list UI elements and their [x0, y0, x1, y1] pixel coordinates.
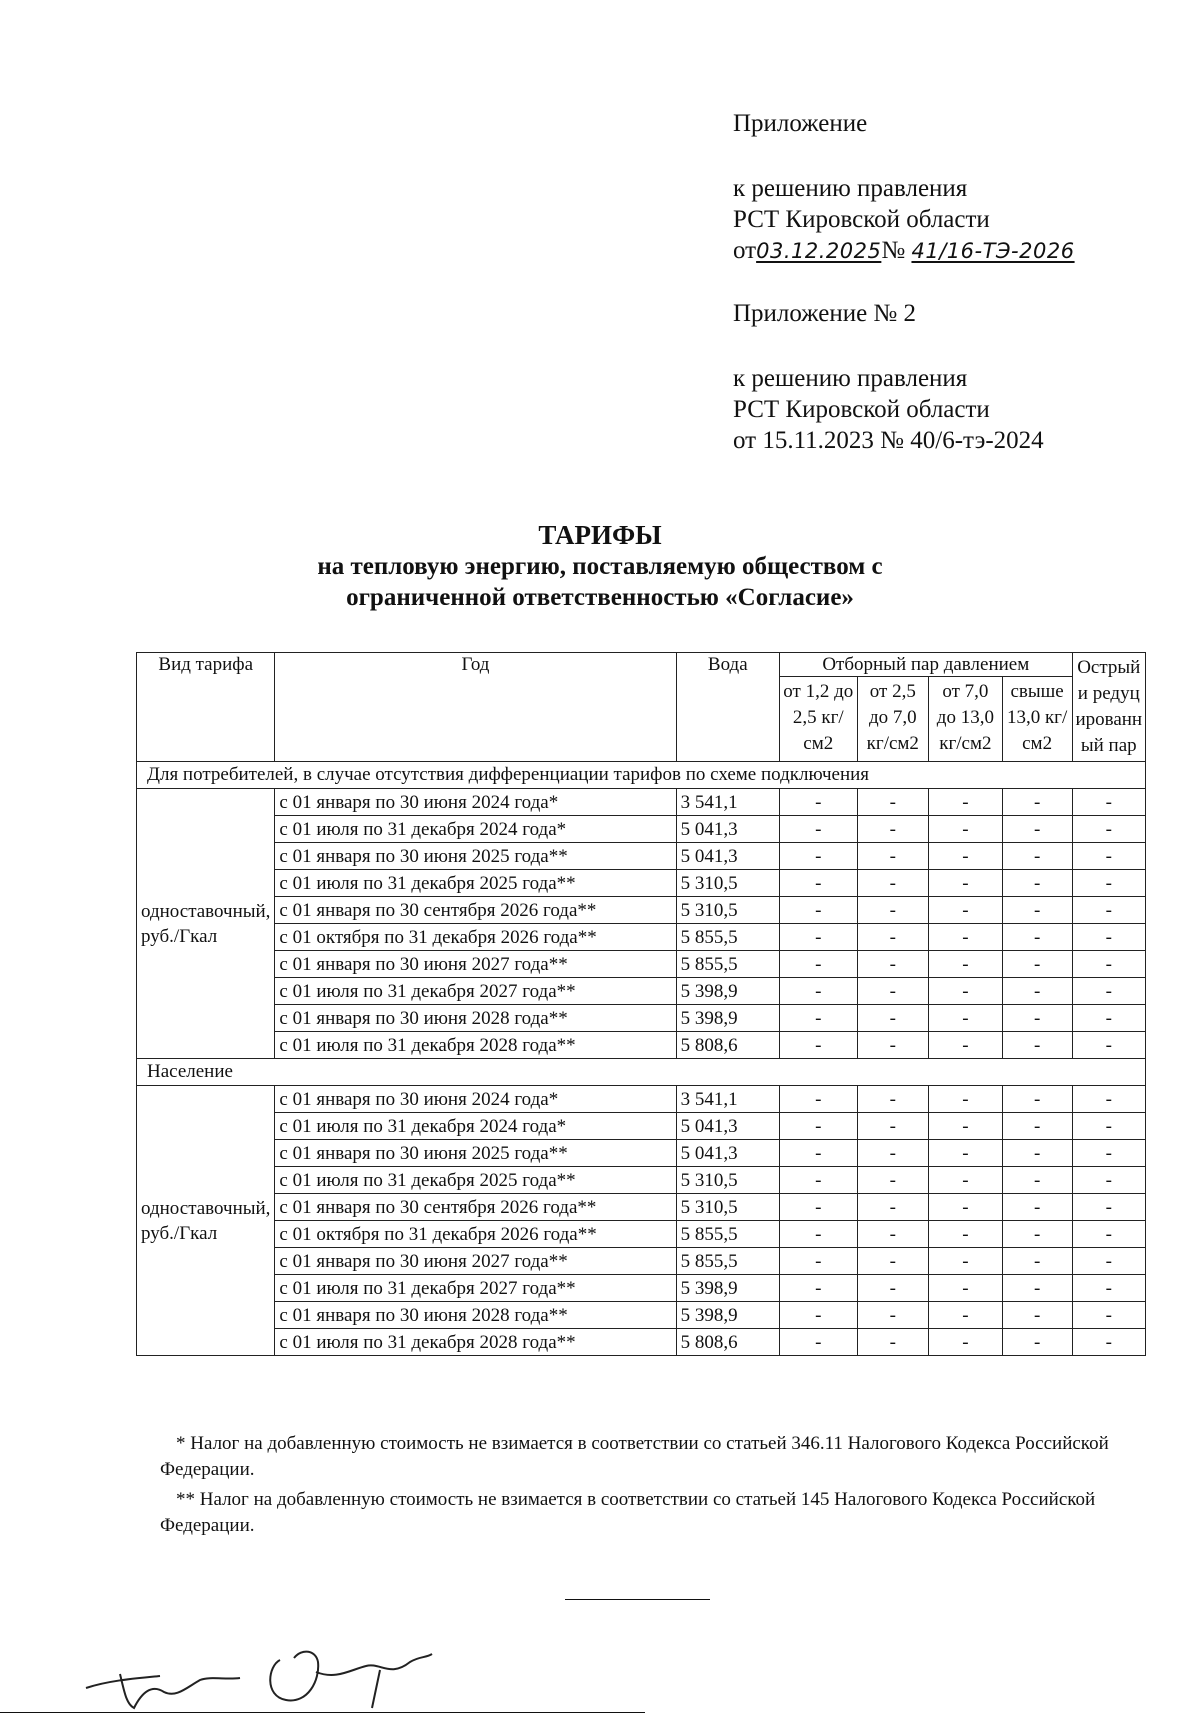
dash-cell: -	[1072, 978, 1145, 1005]
dash-cell: -	[857, 951, 929, 978]
table-row	[137, 1113, 1146, 1140]
table-row	[137, 897, 1146, 924]
period-cell: с 01 июля по 31 декабря 2024 года*	[275, 816, 676, 843]
header-kind: Вид тарифа	[137, 653, 275, 762]
dash-cell: -	[780, 870, 858, 897]
separator-line	[565, 1599, 710, 1600]
water-value-cell: 5 398,9	[676, 1275, 779, 1302]
dash-cell: -	[1002, 1221, 1072, 1248]
appendix-header	[733, 108, 1075, 456]
dash-cell: -	[1002, 1032, 1072, 1059]
period-cell: с 01 января по 30 июня 2024 года*	[275, 789, 676, 816]
dash-cell: -	[780, 1140, 858, 1167]
dash-cell: -	[857, 1194, 929, 1221]
dash-cell: -	[857, 870, 929, 897]
period-cell: с 01 октября по 31 декабря 2026 года**	[275, 1221, 676, 1248]
dash-cell: -	[857, 843, 929, 870]
table-row	[137, 1248, 1146, 1275]
signature-image	[80, 1600, 440, 1710]
dash-cell: -	[929, 924, 1003, 951]
dash-cell: -	[1002, 1086, 1072, 1113]
table-row	[137, 843, 1146, 870]
dash-cell: -	[1002, 1140, 1072, 1167]
dash-cell: -	[929, 1275, 1003, 1302]
footnote-1: * Налог на добавленную стоимость не взимается в соответствии со статьей 346.11 Налогового Кодекса Российской Федерации.	[160, 1433, 1109, 1480]
dash-cell: -	[780, 1221, 858, 1248]
header-steam: Отборный пар давлением	[780, 653, 1073, 677]
table-row	[137, 1302, 1146, 1329]
dash-cell: -	[929, 1140, 1003, 1167]
dash-cell: -	[857, 789, 929, 816]
period-cell: с 01 июля по 31 декабря 2028 года**	[275, 1032, 676, 1059]
dash-cell: -	[1072, 1140, 1145, 1167]
table-row	[137, 1086, 1146, 1113]
dash-cell: -	[780, 1248, 858, 1275]
water-value-cell: 5 310,5	[676, 870, 779, 897]
period-cell: с 01 января по 30 июня 2028 года**	[275, 1302, 676, 1329]
dash-cell: -	[1072, 1167, 1145, 1194]
header-pressure-4: свыше 13,0 кг/см2	[1002, 677, 1072, 762]
water-value-cell: 5 041,3	[676, 816, 779, 843]
dash-cell: -	[1002, 870, 1072, 897]
dash-cell: -	[929, 1221, 1003, 1248]
period-cell: с 01 июля по 31 декабря 2025 года**	[275, 1167, 676, 1194]
dash-cell: -	[929, 897, 1003, 924]
period-cell: с 01 января по 30 июня 2024 года*	[275, 1086, 676, 1113]
dash-cell: -	[780, 897, 858, 924]
dash-cell: -	[780, 951, 858, 978]
water-value-cell: 5 855,5	[676, 924, 779, 951]
footnotes	[160, 1431, 1150, 1543]
dash-cell: -	[857, 1005, 929, 1032]
dash-cell: -	[780, 843, 858, 870]
handwritten-date: 03.12.2025	[756, 239, 882, 263]
dash-cell: -	[857, 1329, 929, 1356]
dash-cell: -	[1002, 951, 1072, 978]
dash-cell: -	[857, 1167, 929, 1194]
dash-cell: -	[1072, 1086, 1145, 1113]
dash-cell: -	[929, 1032, 1003, 1059]
tariff-kind: одноставочный, руб./Гкал	[137, 789, 275, 1059]
header-sharp-steam: Острый и редуцированный пар	[1072, 653, 1145, 762]
dash-cell: -	[1002, 1302, 1072, 1329]
dash-cell: -	[929, 951, 1003, 978]
dash-cell: -	[929, 789, 1003, 816]
dash-cell: -	[780, 1302, 858, 1329]
water-value-cell: 5 041,3	[676, 843, 779, 870]
period-cell: с 01 января по 30 июня 2025 года**	[275, 843, 676, 870]
dash-cell: -	[1072, 1248, 1145, 1275]
dash-cell: -	[929, 1329, 1003, 1356]
dash-cell: -	[857, 978, 929, 1005]
dash-cell: -	[857, 1302, 929, 1329]
table-row	[137, 1194, 1146, 1221]
dash-cell: -	[1002, 924, 1072, 951]
dash-cell: -	[1072, 843, 1145, 870]
header-year: Год	[275, 653, 676, 762]
water-value-cell: 5 398,9	[676, 978, 779, 1005]
dash-cell: -	[857, 1032, 929, 1059]
dash-cell: -	[780, 1005, 858, 1032]
period-cell: с 01 января по 30 июня 2027 года**	[275, 951, 676, 978]
water-value-cell: 5 855,5	[676, 951, 779, 978]
dash-cell: -	[1002, 1248, 1072, 1275]
dash-cell: -	[780, 1194, 858, 1221]
tariff-kind: одноставочный, руб./Гкал	[137, 1086, 275, 1356]
original-decision-reference: от 15.11.2023 № 40/6-тэ-2024	[733, 427, 1044, 454]
period-cell: с 01 июля по 31 декабря 2024 года*	[275, 1113, 676, 1140]
from-prefix: от	[733, 237, 757, 264]
dash-cell: -	[1072, 1194, 1145, 1221]
dash-cell: -	[929, 1302, 1003, 1329]
dash-cell: -	[1072, 816, 1145, 843]
period-cell: с 01 июля по 31 декабря 2027 года**	[275, 1275, 676, 1302]
water-value-cell: 5 808,6	[676, 1032, 779, 1059]
dash-cell: -	[929, 843, 1003, 870]
footnote-2: ** Налог на добавленную стоимость не взимается в соответствии со статьей 145 Налогового Кодекса Российской Федерации.	[160, 1489, 1096, 1536]
period-cell: с 01 января по 30 сентября 2026 года**	[275, 1194, 676, 1221]
dash-cell: -	[929, 1113, 1003, 1140]
table-row	[137, 1275, 1146, 1302]
to-decision2-label: к решению правления	[733, 365, 968, 392]
dash-cell: -	[857, 1140, 929, 1167]
water-value-cell: 3 541,1	[676, 1086, 779, 1113]
period-cell: с 01 января по 30 июня 2028 года**	[275, 1005, 676, 1032]
dash-cell: -	[780, 1275, 858, 1302]
authority-label: РСТ Кировской области	[733, 206, 990, 233]
group-label: Население	[137, 1059, 1146, 1086]
dash-cell: -	[1072, 789, 1145, 816]
table-row	[137, 924, 1146, 951]
dash-cell: -	[857, 1221, 929, 1248]
water-value-cell: 5 855,5	[676, 1221, 779, 1248]
water-value-cell: 5 041,3	[676, 1113, 779, 1140]
water-value-cell: 5 310,5	[676, 1167, 779, 1194]
header-pressure-2: от 2,5 до 7,0 кг/см2	[857, 677, 929, 762]
table-row	[137, 1167, 1146, 1194]
dash-cell: -	[929, 870, 1003, 897]
period-cell: с 01 января по 30 июня 2025 года**	[275, 1140, 676, 1167]
dash-cell: -	[929, 1167, 1003, 1194]
dash-cell: -	[857, 897, 929, 924]
decision-reference	[733, 235, 1075, 266]
table-row	[137, 1005, 1146, 1032]
table-row	[137, 951, 1146, 978]
period-cell: с 01 июля по 31 декабря 2028 года**	[275, 1329, 676, 1356]
header-pressure-1: от 1,2 до 2,5 кг/см2	[780, 677, 858, 762]
water-value-cell: 5 808,6	[676, 1329, 779, 1356]
header-pressure-3: от 7,0 до 13,0 кг/см2	[929, 677, 1003, 762]
dash-cell: -	[1002, 978, 1072, 1005]
dash-cell: -	[1002, 816, 1072, 843]
dash-cell: -	[1002, 1329, 1072, 1356]
table-row	[137, 1329, 1146, 1356]
water-value-cell: 5 855,5	[676, 1248, 779, 1275]
dash-cell: -	[1072, 1275, 1145, 1302]
dash-cell: -	[1072, 1302, 1145, 1329]
period-cell: с 01 июля по 31 декабря 2025 года**	[275, 870, 676, 897]
dash-cell: -	[1002, 789, 1072, 816]
period-cell: с 01 июля по 31 декабря 2027 года**	[275, 978, 676, 1005]
header-water: Вода	[676, 653, 779, 762]
appendix-label: Приложение	[733, 110, 868, 137]
dash-cell: -	[929, 978, 1003, 1005]
water-value-cell: 5 310,5	[676, 1194, 779, 1221]
dash-cell: -	[1002, 1275, 1072, 1302]
number-sign: №	[881, 237, 906, 264]
dash-cell: -	[1072, 951, 1145, 978]
table-row	[137, 978, 1146, 1005]
period-cell: с 01 января по 30 сентября 2026 года**	[275, 897, 676, 924]
dash-cell: -	[780, 1086, 858, 1113]
dash-cell: -	[780, 1113, 858, 1140]
handwritten-number: 41/16-ТЭ-2026	[911, 239, 1075, 263]
bottom-border-line	[0, 1712, 645, 1713]
water-value-cell: 5 398,9	[676, 1005, 779, 1032]
dash-cell: -	[929, 1194, 1003, 1221]
document-title	[0, 520, 1200, 613]
dash-cell: -	[1002, 843, 1072, 870]
table-row	[137, 789, 1146, 816]
dash-cell: -	[1072, 1113, 1145, 1140]
dash-cell: -	[780, 1032, 858, 1059]
dash-cell: -	[1072, 1329, 1145, 1356]
dash-cell: -	[857, 1248, 929, 1275]
dash-cell: -	[1002, 1113, 1072, 1140]
title-line2: ограниченной ответственностью «Согласие»	[346, 584, 854, 611]
table-row	[137, 1032, 1146, 1059]
dash-cell: -	[1002, 1005, 1072, 1032]
dash-cell: -	[857, 1275, 929, 1302]
tariffs-table	[136, 652, 1146, 1356]
table-row	[137, 1221, 1146, 1248]
dash-cell: -	[780, 789, 858, 816]
water-value-cell: 5 310,5	[676, 897, 779, 924]
dash-cell: -	[1072, 1221, 1145, 1248]
dash-cell: -	[780, 924, 858, 951]
dash-cell: -	[780, 978, 858, 1005]
dash-cell: -	[1072, 1032, 1145, 1059]
dash-cell: -	[1072, 924, 1145, 951]
dash-cell: -	[857, 816, 929, 843]
dash-cell: -	[929, 1005, 1003, 1032]
water-value-cell: 5 041,3	[676, 1140, 779, 1167]
title-line1: на тепловую энергию, поставляемую обществом с	[317, 553, 883, 580]
dash-cell: -	[780, 816, 858, 843]
dash-cell: -	[857, 924, 929, 951]
authority2-label: РСТ Кировской области	[733, 396, 990, 423]
dash-cell: -	[929, 816, 1003, 843]
dash-cell: -	[1072, 897, 1145, 924]
dash-cell: -	[857, 1086, 929, 1113]
dash-cell: -	[780, 1167, 858, 1194]
dash-cell: -	[857, 1113, 929, 1140]
period-cell: с 01 января по 30 июня 2027 года**	[275, 1248, 676, 1275]
dash-cell: -	[1072, 1005, 1145, 1032]
table-row	[137, 870, 1146, 897]
dash-cell: -	[929, 1086, 1003, 1113]
dash-cell: -	[780, 1329, 858, 1356]
water-value-cell: 3 541,1	[676, 789, 779, 816]
table-row	[137, 1140, 1146, 1167]
appendix2-label: Приложение № 2	[733, 300, 917, 327]
dash-cell: -	[1002, 1167, 1072, 1194]
group-label: Для потребителей, в случае отсутствия дифференциации тарифов по схеме подключения	[137, 762, 1146, 789]
water-value-cell: 5 398,9	[676, 1302, 779, 1329]
dash-cell: -	[1002, 1194, 1072, 1221]
dash-cell: -	[929, 1248, 1003, 1275]
dash-cell: -	[1002, 897, 1072, 924]
to-decision-label: к решению правления	[733, 175, 968, 202]
dash-cell: -	[1072, 870, 1145, 897]
table-row	[137, 816, 1146, 843]
title-main: ТАРИФЫ	[538, 520, 662, 550]
period-cell: с 01 октября по 31 декабря 2026 года**	[275, 924, 676, 951]
